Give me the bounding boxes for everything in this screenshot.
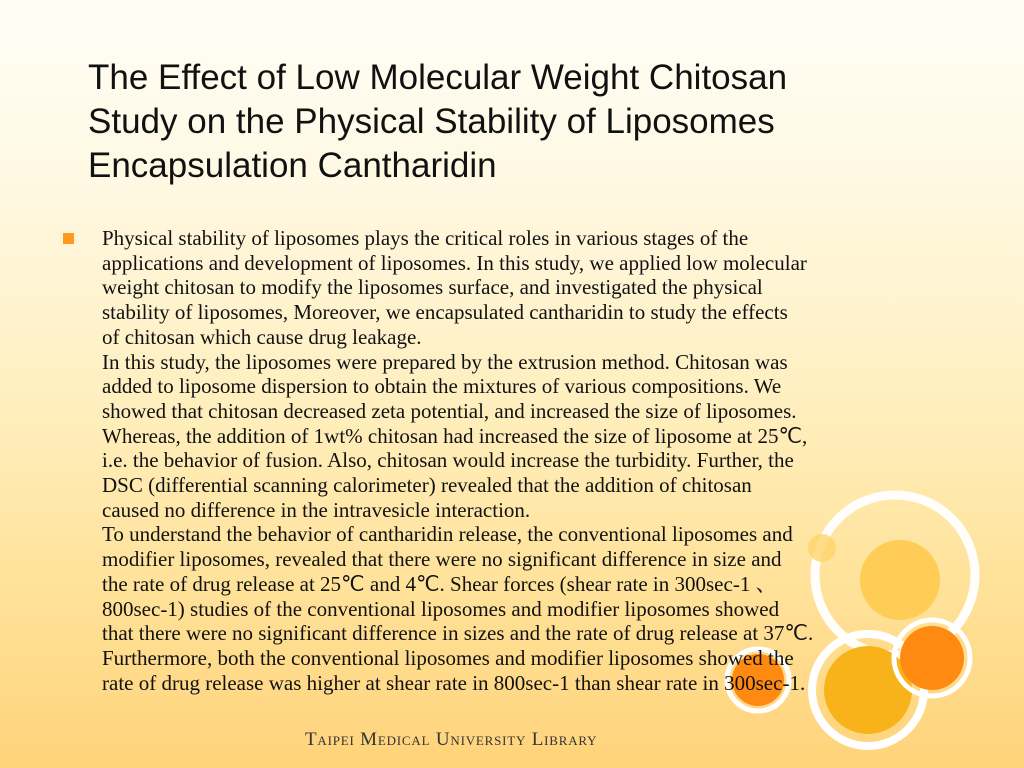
title-line: Study on the Physical Stability of Liposomes	[88, 102, 775, 141]
body-line: the rate of drug release at 25℃ and 4℃. Shear forces (shear rate in 300sec-1 、	[102, 571, 777, 596]
title-line: The Effect of Low Molecular Weight Chitosan	[88, 58, 788, 97]
body-line: i.e. the behavior of fusion. Also, chitosan would increase the turbidity. Further, the	[102, 448, 794, 473]
body-line: Physical stability of liposomes plays the critical roles in various stages of the	[102, 226, 749, 250]
body-line: showed that chitosan decreased zeta potential, and increased the size of liposomes.	[102, 398, 797, 423]
footer-library-name: Taipei Medical University Library	[305, 729, 598, 750]
body-line: of chitosan which cause drug leakage.	[102, 324, 422, 349]
body-line: caused no difference in the intravesicle interaction.	[102, 497, 531, 522]
body-line: To understand the behavior of cantharidin release, the conventional liposomes and	[102, 522, 793, 547]
slide-title	[88, 56, 968, 188]
title-line: Encapsulation Cantharidin	[88, 146, 497, 185]
body-line: 800sec-1) studies of the conventional liposomes and modifier liposomes showed	[102, 596, 780, 621]
body-line: added to liposome dispersion to obtain the mixtures of various compositions. We	[102, 374, 782, 399]
body-line: that there were no significant difference in sizes and the rate of drug release at 37℃.	[102, 621, 814, 646]
body-line: Furthermore, both the conventional liposomes and modifier liposomes showed the	[102, 645, 794, 670]
body-line: stability of liposomes, Moreover, we encapsulated cantharidin to study the effects	[102, 300, 788, 325]
body-paragraph	[102, 226, 982, 695]
body-line: weight chitosan to modify the liposomes surface, and investigated the physical	[102, 275, 763, 300]
body-line: Whereas, the addition of 1wt% chitosan had increased the size of liposome at 25℃,	[102, 423, 808, 448]
body-line: DSC (differential scanning calorimeter) revealed that the addition of chitosan	[102, 473, 752, 498]
body-line: In this study, the liposomes were prepared by the extrusion method. Chitosan was	[102, 349, 788, 374]
body-line: modifier liposomes, revealed that there were no significant difference in size and	[102, 547, 782, 572]
body-line: rate of drug release was higher at shear rate in 800sec-1 than shear rate in 300sec-1.	[102, 670, 806, 695]
square-bullet-icon	[63, 233, 74, 244]
body-line: applications and development of liposomes. In this study, we applied low molecular	[102, 250, 807, 275]
